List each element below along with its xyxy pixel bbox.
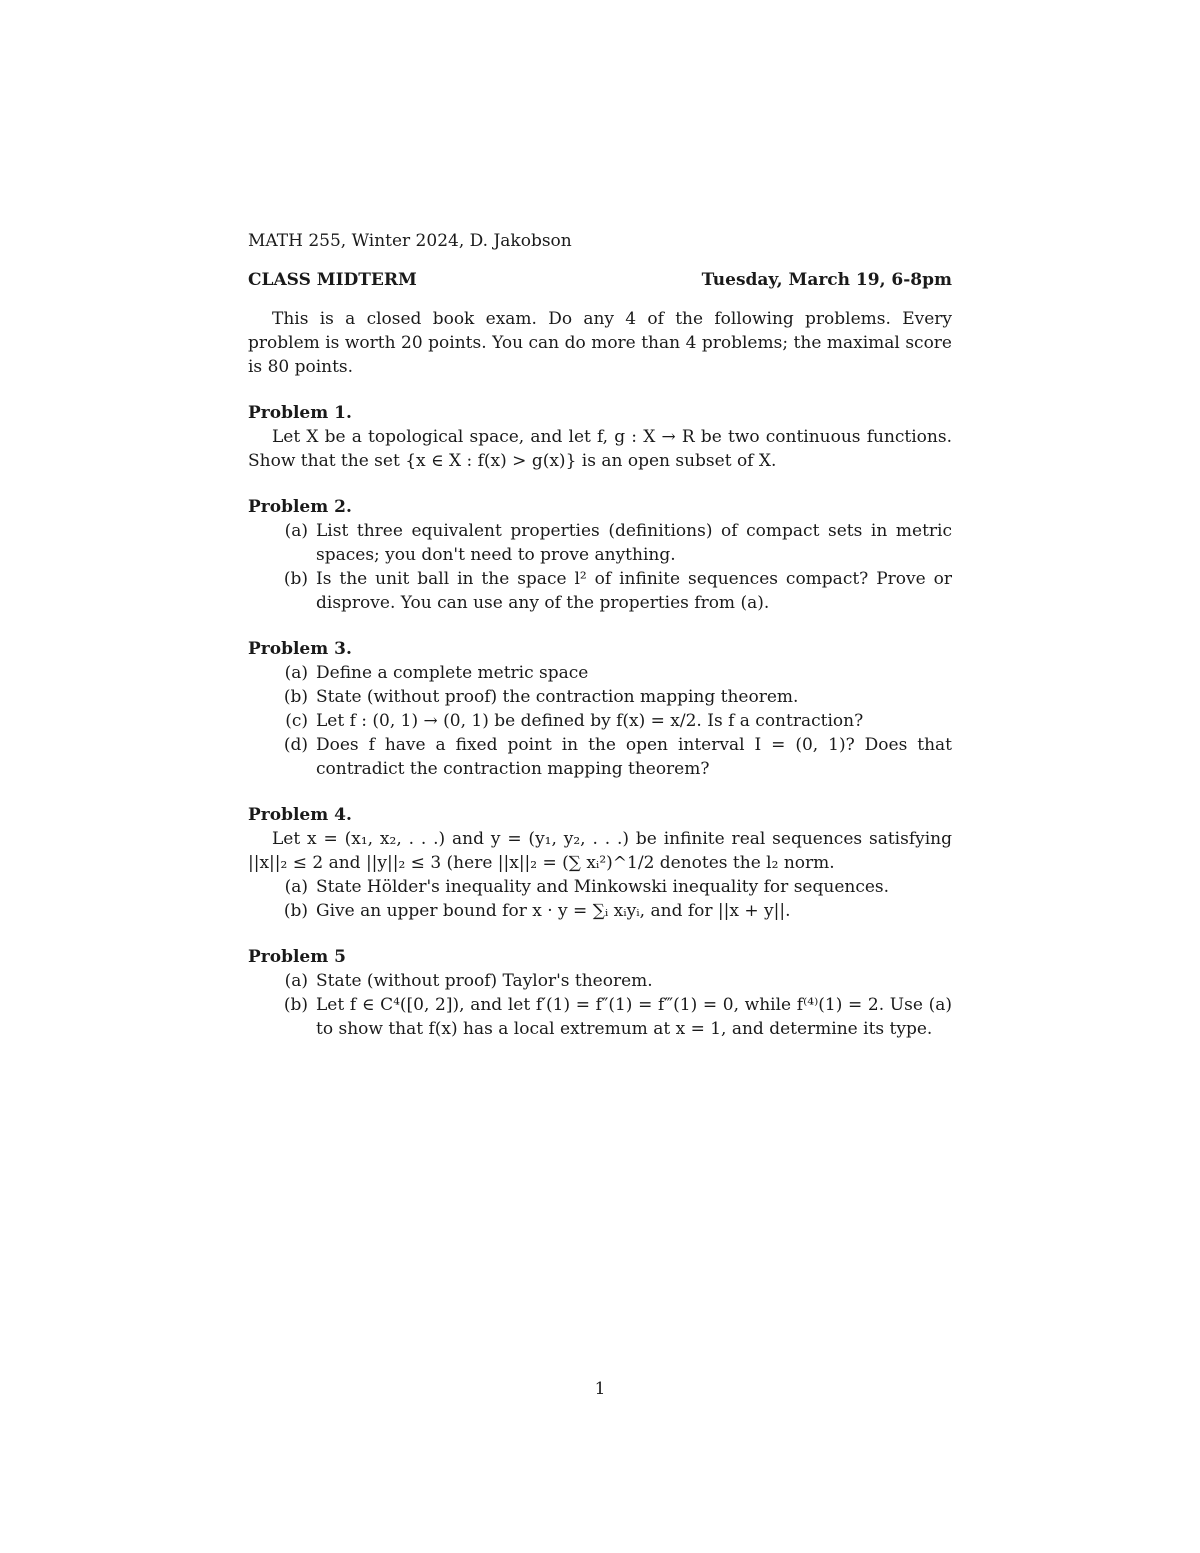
part-label: (b) (283, 995, 308, 1015)
problem-4 (248, 803, 952, 923)
part-label: (c) (285, 711, 308, 731)
part-label: (d) (283, 735, 308, 755)
problem-part (248, 661, 952, 685)
page-number: 1 (594, 1379, 606, 1399)
course-line: MATH 255, Winter 2024, D. Jakobson (248, 231, 572, 251)
problem-parts (248, 875, 952, 923)
problem-part (248, 567, 952, 615)
part-text: Is the unit ball in the space l² of infinite sequences compact? Prove or disprove. You can use any of the properties from (a). (316, 569, 952, 613)
part-text: Define a complete metric space (316, 663, 589, 683)
problem-part (248, 685, 952, 709)
problem-parts (248, 969, 952, 1041)
problem-part (248, 969, 952, 993)
problem-part (248, 733, 952, 781)
problem-1 (248, 401, 952, 473)
exam-title: CLASS MIDTERM (248, 270, 417, 290)
problem-part (248, 875, 952, 899)
problem-part (248, 709, 952, 733)
problem-part (248, 519, 952, 567)
part-label: (a) (284, 663, 308, 683)
exam-date: Tuesday, March 19, 6-8pm (701, 270, 952, 290)
problem-title: Problem 4. (248, 805, 352, 825)
problem-text: Let x = (x₁, x₂, . . .) and y = (y₁, y₂, . . .) be infinite real sequences satisfying ||x||₂ ≤ 2 and ||y||₂ ≤ 3 (here ||x||₂ = (∑ xᵢ²)^1/2 denotes the l₂ norm. (248, 829, 952, 873)
problem-text: Let X be a topological space, and let f, g : X → R be two continuous functions. Show that the set {x ∈ X : f(x) > g(x)} is an open subset of X. (248, 427, 952, 471)
part-label: (b) (283, 569, 308, 589)
part-label: (a) (284, 521, 308, 541)
part-text: Does f have a fixed point in the open interval I = (0, 1)? Does that contradict the contraction mapping theorem? (316, 735, 952, 779)
problem-title: Problem 2. (248, 497, 352, 517)
part-text: Give an upper bound for x · y = ∑ᵢ xᵢyᵢ, and for ||x + y||. (316, 901, 791, 921)
part-text: Let f : (0, 1) → (0, 1) be defined by f(x) = x/2. Is f a contraction? (316, 711, 864, 731)
problem-title: Problem 5 (248, 947, 346, 967)
part-label: (a) (284, 877, 308, 897)
problem-part (248, 993, 952, 1041)
part-label: (b) (283, 687, 308, 707)
part-text: State (without proof) the contraction mapping theorem. (316, 687, 799, 707)
problem-parts (248, 519, 952, 615)
part-text: State Hölder's inequality and Minkowski inequality for sequences. (316, 877, 890, 897)
part-text: Let f ∈ C⁴([0, 2]), and let f′(1) = f″(1) = f‴(1) = 0, while f⁽⁴⁾(1) = 2. Use (a) to show that f(x) has a local extremum at x = 1, and determine its type. (316, 995, 952, 1039)
exam-instructions: This is a closed book exam. Do any 4 of the following problems. Every problem is worth 20 points. You can do more than 4 problems; the maximal score is 80 points. (248, 309, 952, 377)
title-row (248, 268, 952, 292)
part-text: State (without proof) Taylor's theorem. (316, 971, 653, 991)
problem-2 (248, 495, 952, 615)
problem-5 (248, 945, 952, 1041)
problem-title: Problem 1. (248, 403, 352, 423)
problem-parts (248, 661, 952, 781)
part-label: (a) (284, 971, 308, 991)
problem-title: Problem 3. (248, 639, 352, 659)
part-label: (b) (283, 901, 308, 921)
problem-3 (248, 637, 952, 781)
exam-page (248, 229, 952, 1041)
problem-part (248, 899, 952, 923)
part-text: List three equivalent properties (definitions) of compact sets in metric spaces; you don't need to prove anything. (316, 521, 952, 565)
